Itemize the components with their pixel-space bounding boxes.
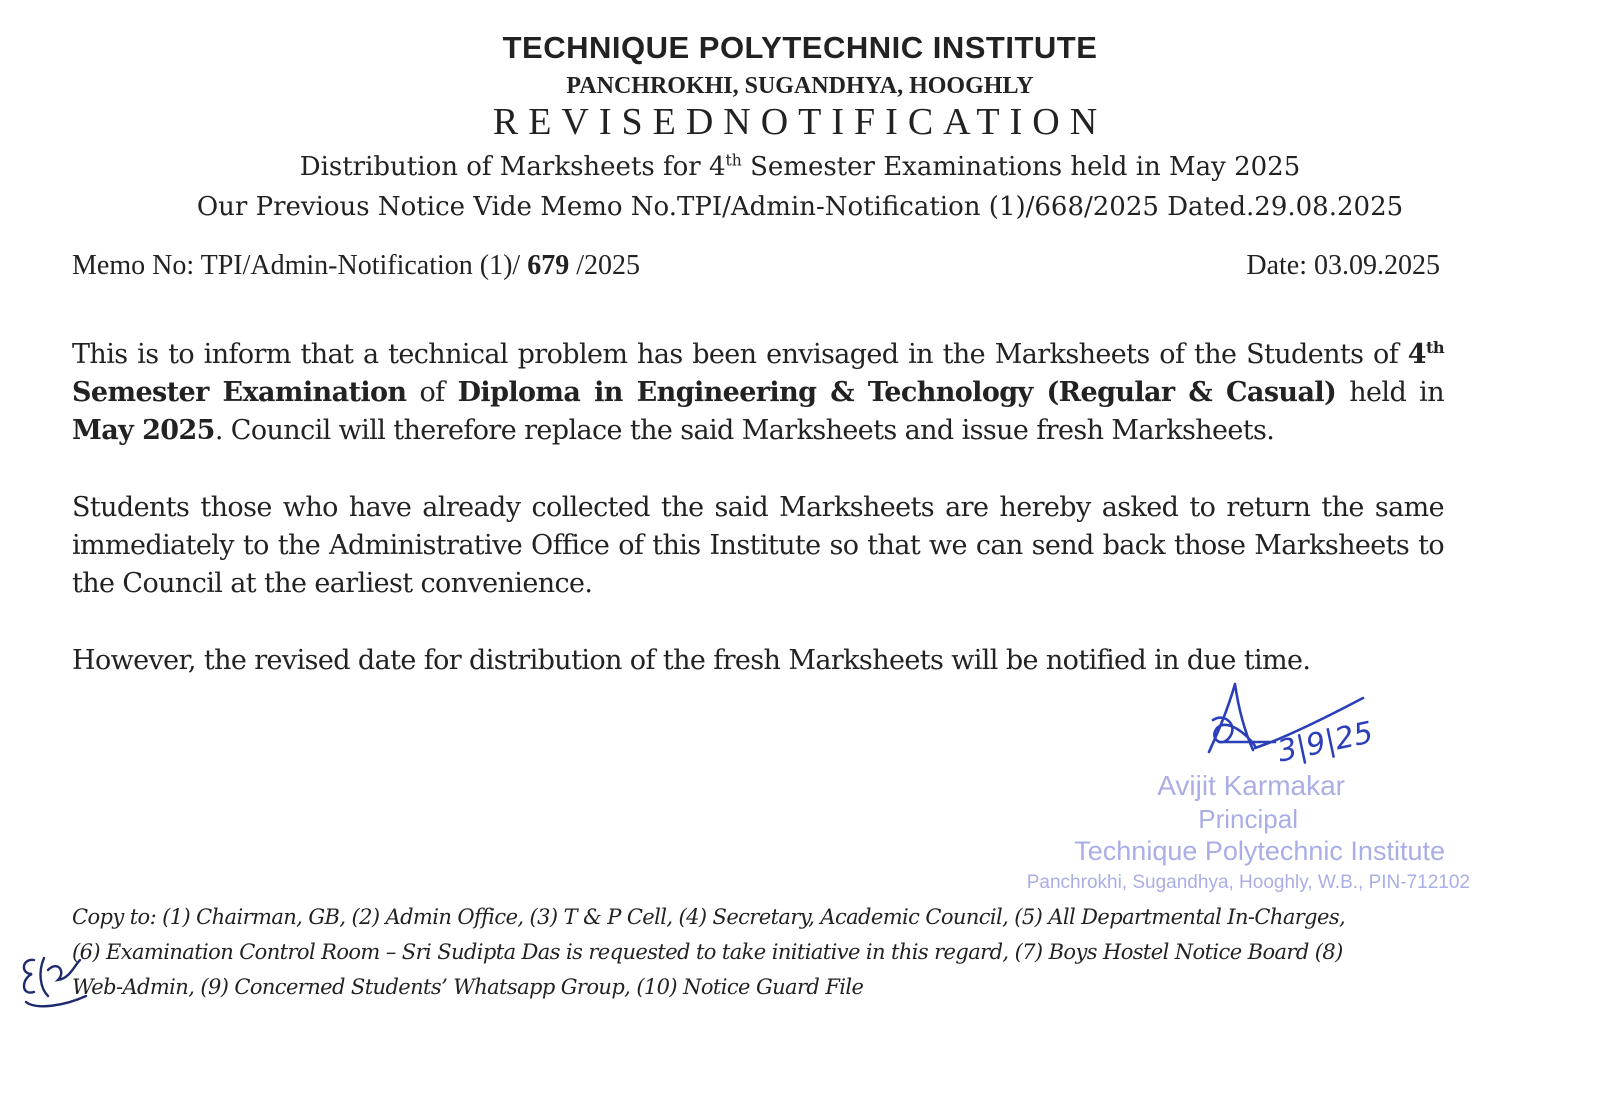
stamp-institute: Technique Polytechnic Institute	[1074, 836, 1445, 866]
institute-name: TECHNIQUE POLYTECHNIC INSTITUTE	[502, 30, 1098, 65]
memo-number	[72, 250, 640, 282]
p1-semester-num: 4	[1407, 339, 1426, 370]
p1-exam-month: May 2025	[72, 415, 215, 446]
paragraph-revised-date: However, the revised date for distribution of the fresh Marksheets will be notified in due time.	[72, 645, 1311, 676]
p1-semester-sup: th	[1425, 338, 1444, 357]
notice-title: REVISEDNOTIFICATION	[492, 101, 1108, 143]
institute-address: PANCHROKHI, SUGANDHYA, HOOGHLY	[566, 73, 1034, 99]
previous-notice-reference: Our Previous Notice Vide Memo No.TPI/Admin-Notification (1)/668/2025 Dated.29.08.2025	[196, 192, 1404, 222]
p1-semester-rest: Semester Examination	[72, 377, 407, 408]
memo-prefix: Memo No: TPI/Admin-Notification (1)/	[72, 250, 528, 281]
handwritten-date: 3|9|25	[1274, 715, 1377, 770]
p1-text-c: of	[406, 377, 458, 408]
handwritten-initials	[14, 940, 94, 1012]
copy-to-line-2: (6) Examination Control Room – Sri Sudipta Das is requested to take initiative in this regard, (7) Boys Hostel Notice Board (8)	[72, 940, 1343, 964]
p1-diploma: Diploma in Engineering & Technology (Regular & Casual)	[457, 377, 1337, 408]
paragraph-technical-problem	[72, 336, 1444, 450]
stamp-role: Principal	[1198, 804, 1298, 834]
memo-date: Date: 03.09.2025	[1246, 250, 1440, 281]
subject-post: Semester Examinations held in May 2025	[741, 152, 1301, 182]
stamp-address: Panchrokhi, Sugandhya, Hooghly, W.B., PIN-712102	[1026, 872, 1470, 893]
copy-to-list	[72, 900, 1444, 1005]
copy-to-line-1: Copy to: (1) Chairman, GB, (2) Admin Office, (3) T & P Cell, (4) Secretary, Academic Council, (5) All Departmental In-Charges,	[72, 905, 1346, 929]
stamp-name: Avijit Karmakar	[1157, 770, 1345, 801]
p1-text-a: This is to inform that a technical problem has been envisaged in the Marksheets of the Students of	[72, 339, 1408, 370]
copy-to-line-3: Web-Admin, (9) Concerned Students’ Whatsapp Group, (10) Notice Guard File	[72, 975, 864, 999]
p1-text-g: . Council will therefore replace the said Marksheets and issue fresh Marksheets.	[214, 415, 1275, 446]
memo-serial: 679	[527, 250, 570, 281]
principal-signature	[1195, 672, 1405, 772]
memo-suffix: /2025	[569, 250, 640, 281]
notice-subject	[0, 152, 1600, 182]
subject-pre: Distribution of Marksheets for 4	[299, 152, 726, 182]
subject-sup: th	[725, 151, 742, 170]
paragraph-return-marksheets: Students those who have already collected the said Marksheets are hereby asked to return the same immediately to the Administrative Office of this Institute so that we can send back those Marksheets to the Council at the earliest convenience.	[72, 492, 1444, 599]
p1-text-e: held in	[1336, 377, 1444, 408]
